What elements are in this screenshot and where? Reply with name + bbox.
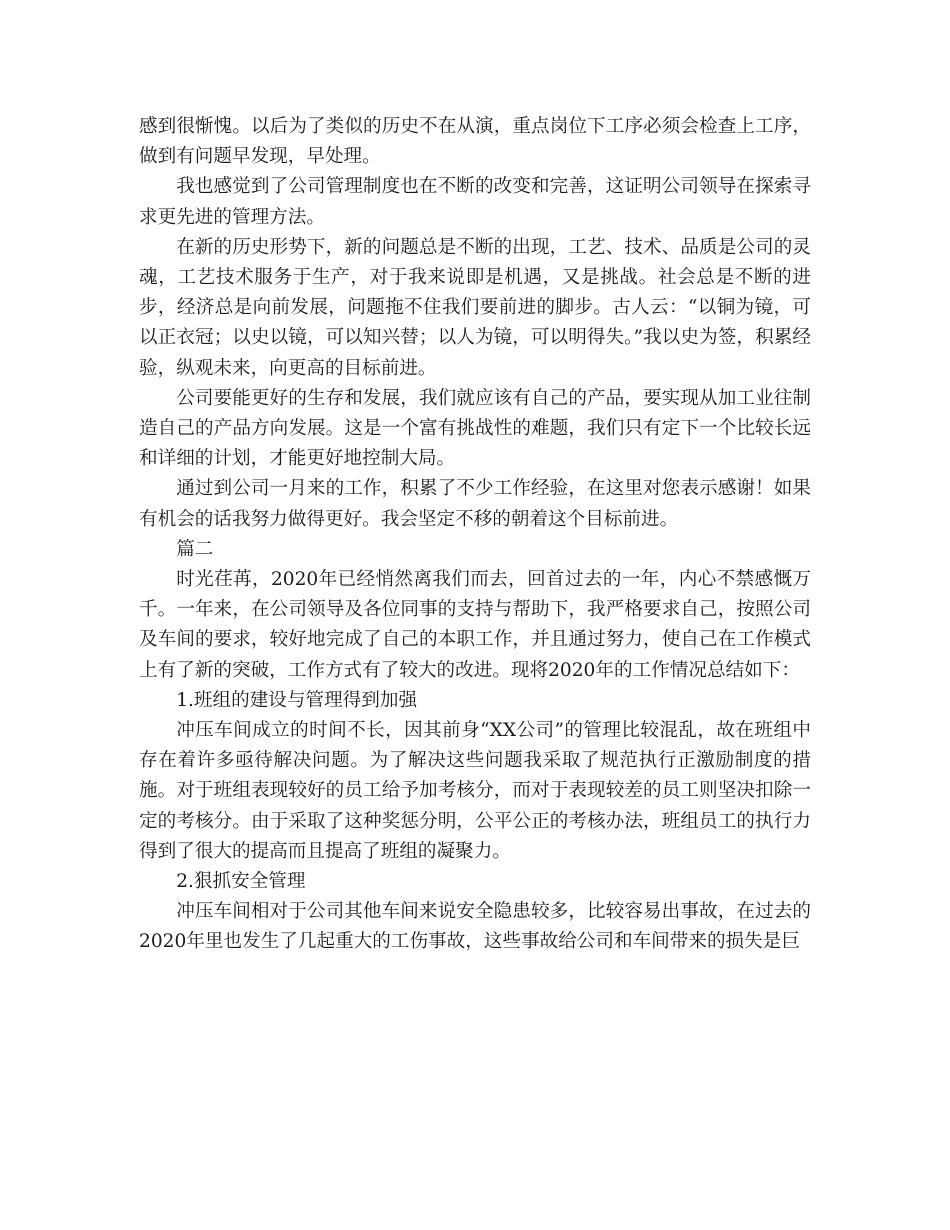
subheading-safety-management: 2.狠抓安全管理 bbox=[176, 871, 306, 893]
paragraph-company-development: 公司要能更好的生存和发展，我们就应该有自己的产品，要实现从加工业往制造自己的产品方向发展。这是一个富有挑战性的难题，我们只有定下一个比较长远和详细的计划，才能更好地控制大局。 bbox=[139, 387, 811, 470]
paragraph-year-review: 时光荏苒，2020年已经悄然离我们而去，回首过去的一年，内心不禁感慨万千。一年来，在公司领导及各位同事的支持与帮助下，我严格要求自己，按照公司及车间的要求，较好地完成了自己的本职工作，并且通过努力，使自己在工作模式上有了新的突破，工作方式有了较大的改进。现将2020年的工作情况总结如下： bbox=[139, 569, 811, 681]
paragraph-thanks: 通过到公司一月来的工作，积累了不少工作经验，在这里对您表示感谢！如果有机会的话我努力做得更好。我会坚定不移的朝着这个目标前进。 bbox=[139, 478, 811, 530]
paragraph-safety-management: 冲压车间相对于公司其他车间来说安全隐患较多，比较容易出事故，在过去的2020年里也发生了几起重大的工伤事故，这些事故给公司和车间带来的损失是巨 bbox=[139, 901, 811, 953]
paragraph-management-system: 我也感觉到了公司管理制度也在不断的改变和完善，这证明公司领导在探索寻求更先进的管理方法。 bbox=[139, 176, 811, 228]
section-heading-part-two: 篇二 bbox=[176, 538, 214, 560]
paragraph-continuation: 感到很惭愧。以后为了类似的历史不在从演，重点岗位下工序必须会检查上工序，做到有问题早发现，早处理。 bbox=[139, 116, 811, 168]
paragraph-new-situation: 在新的历史形势下，新的问题总是不断的出现，工艺、技术、品质是公司的灵魂，工艺技术服务于生产，对于我来说即是机遇，又是挑战。社会总是不断的进步，经济总是向前发展，问题拖不住我们要前进的脚步。古人云：“以铜为镜，可以正衣冠；以史以镜，可以知兴替；以人为镜，可以明得失。”我以史为签，积累经验，纵观未来，向更高的目标前进。 bbox=[139, 236, 811, 379]
paragraph-team-building: 冲压车间成立的时间不长，因其前身“XX公司”的管理比较混乱，故在班组中存在着许多亟待解决问题。为了解决这些问题我采取了规范执行正激励制度的措施。对于班组表现较好的员工给予加考核分，而对于表现较差的员工则坚决扣除一定的考核分。由于采取了这种奖惩分明，公平公正的考核办法，班组员工的执行力得到了很大的提高而且提高了班组的凝聚力。 bbox=[139, 720, 811, 862]
document-body bbox=[139, 112, 811, 958]
subheading-team-building: 1.班组的建设与管理得到加强 bbox=[176, 689, 418, 711]
